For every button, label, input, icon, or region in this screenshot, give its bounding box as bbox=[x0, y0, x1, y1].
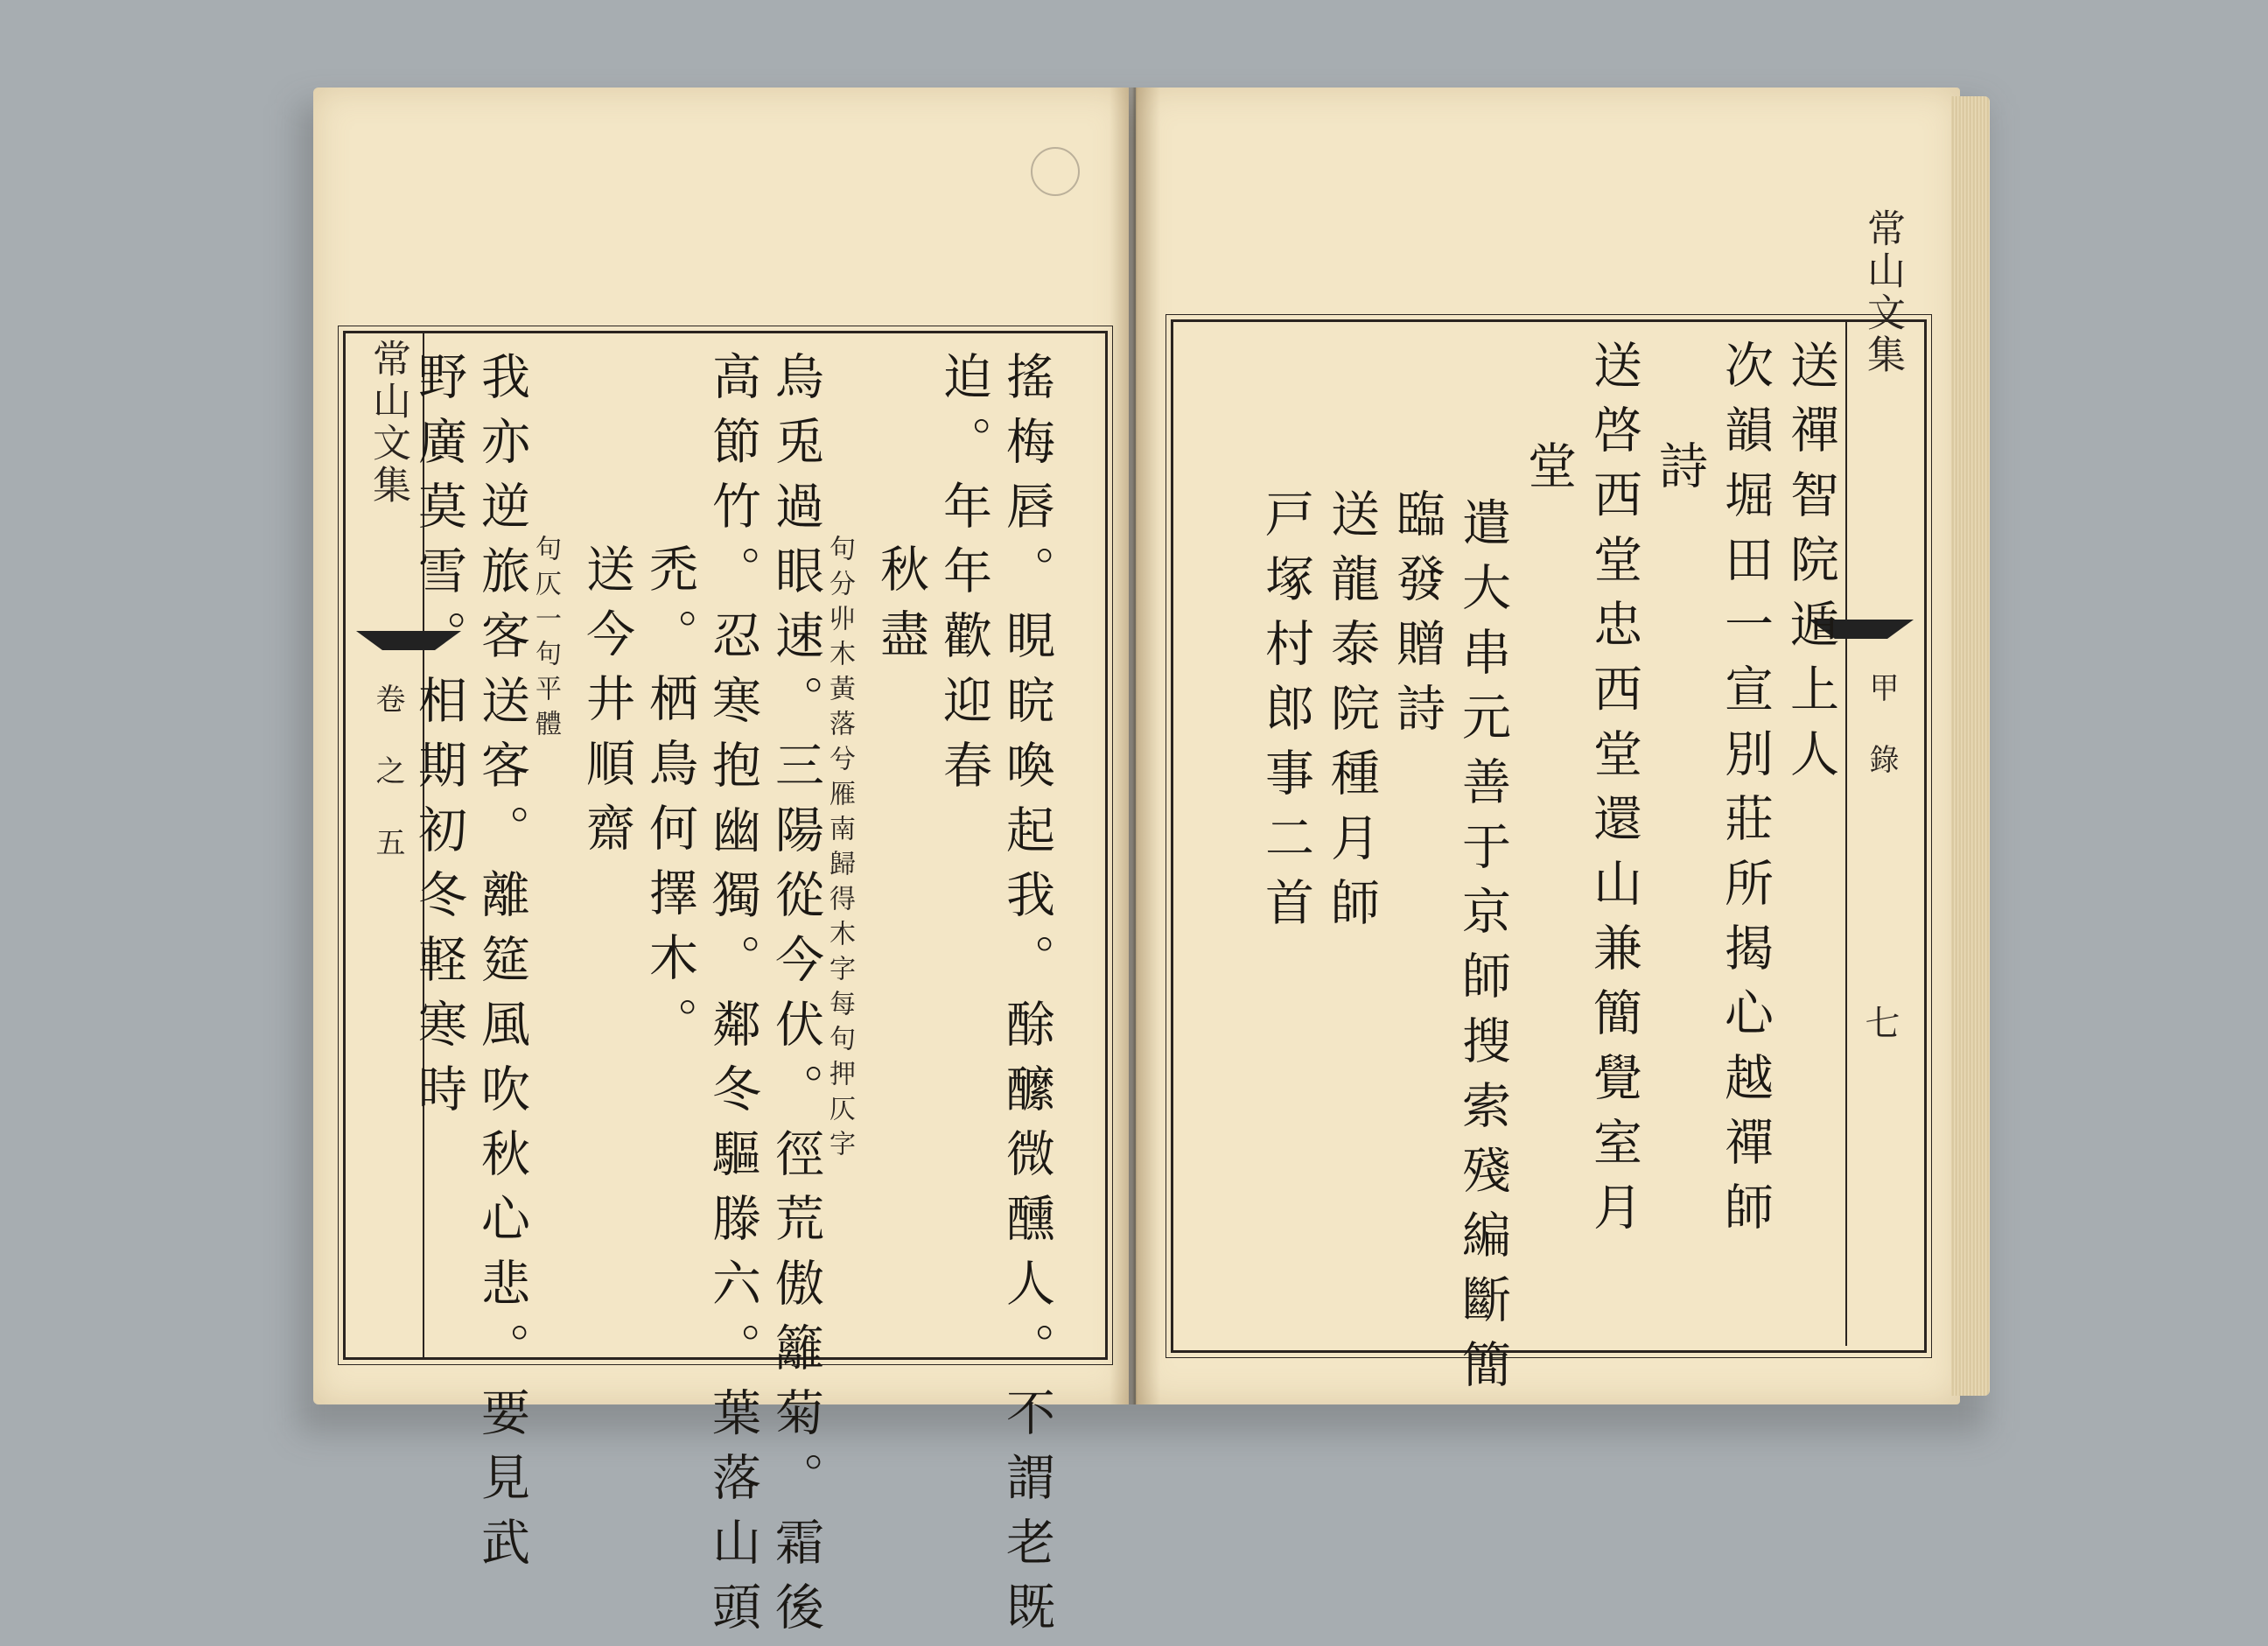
right-toc-column: 送禪智院遁上人 bbox=[1782, 340, 1839, 793]
right-toc-column: 送啓西堂忠西堂還山兼簡覺室月 bbox=[1586, 340, 1642, 1246]
left-text-column: 禿。栖鳥何擇木。 bbox=[641, 543, 698, 1061]
left-text-column: 秋盡 bbox=[872, 543, 929, 673]
right-toc-column: 次韻堀田一宣別莊所揭心越禪師 bbox=[1717, 340, 1774, 1246]
book-gutter bbox=[1110, 88, 1160, 1404]
left-text-column: 烏兎過眼速。三陽從今伏。徑荒傲籬菊。霜後 bbox=[767, 351, 824, 1646]
left-text-column: 送今井順齋 bbox=[578, 543, 635, 867]
right-toc-column: 戸塚村郎事二首 bbox=[1257, 488, 1314, 942]
left-text-column: 高節竹。忍寒抱幽獨。鄰冬驅滕六。葉落山頭 bbox=[704, 351, 761, 1646]
right-toc-column: 遣大串元善于京師搜索殘編斷簡 bbox=[1454, 497, 1511, 1404]
right-hanshin-margin bbox=[1845, 208, 1924, 1346]
circle-stain-mark bbox=[1031, 147, 1080, 196]
left-annotation-column: 句分丱木黃落兮雁南歸得木字每句押仄字 bbox=[824, 535, 855, 1165]
left-page-frame bbox=[343, 331, 1108, 1646]
right-page-frame bbox=[1171, 208, 1927, 1404]
left-text-column: 我亦逆旅客送客。離筵風吹秋心悲。要見武 bbox=[473, 351, 530, 1581]
right-page-number: 七 bbox=[1859, 1005, 1900, 1040]
left-annotation-column: 句仄一句平體 bbox=[530, 535, 561, 745]
right-toc-column: 堂 bbox=[1520, 440, 1577, 505]
left-text-column: 迫。年年歡迎春 bbox=[935, 351, 992, 804]
right-header-title: 常山文集 bbox=[1860, 208, 1905, 376]
left-header-title: 常山文集 bbox=[366, 339, 410, 507]
left-text-column: 野廣莫雪。相期初冬軽寒時 bbox=[410, 351, 467, 1128]
page-edges bbox=[1951, 96, 1990, 1396]
left-section-label: 卷 之 五 bbox=[370, 683, 405, 860]
right-section-label: 甲 錄 bbox=[1864, 672, 1899, 777]
right-toc-column: 詩 bbox=[1651, 440, 1708, 505]
right-toc-column: 臨發贈詩 bbox=[1389, 488, 1446, 747]
left-text-column: 搖梅唇。睍睆喚起我。酴醿微醺人。不謂老既 bbox=[998, 351, 1055, 1646]
right-toc-column: 送龍泰院種月師 bbox=[1323, 488, 1380, 942]
